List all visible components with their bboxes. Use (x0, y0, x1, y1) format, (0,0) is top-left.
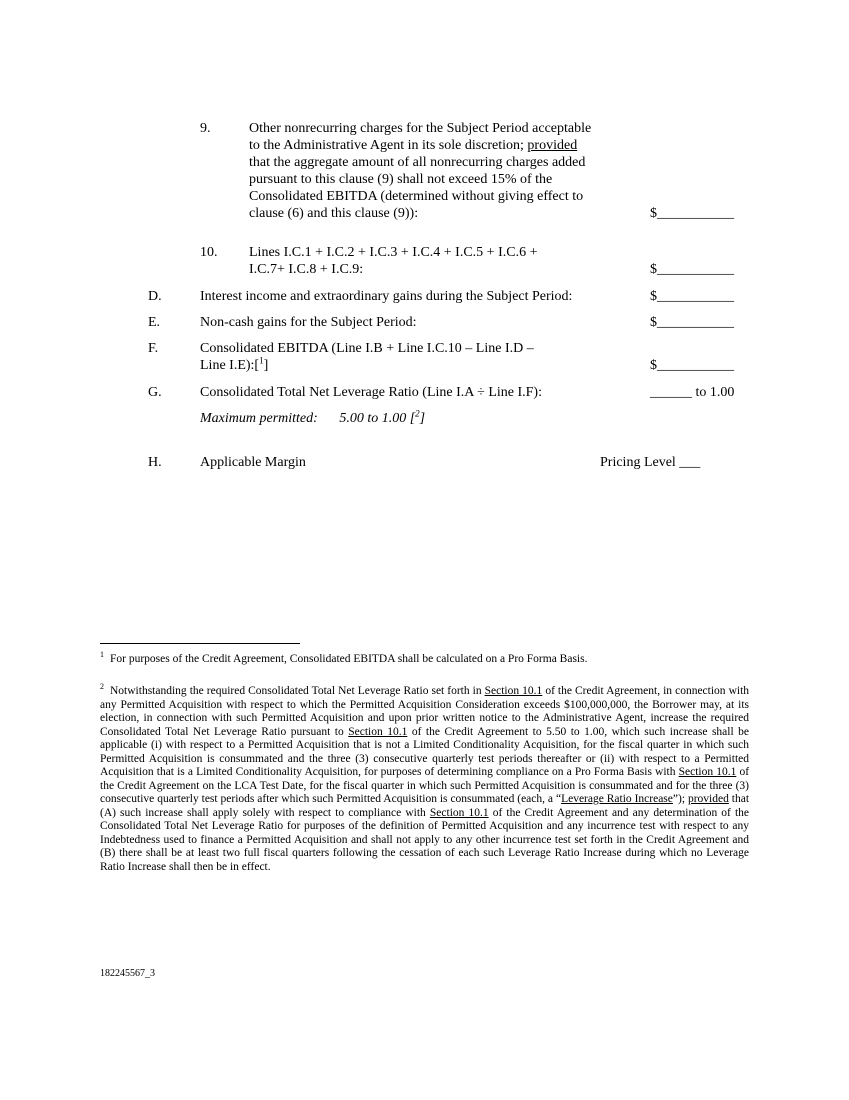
item-g-text: Consolidated Total Net Leverage Ratio (Line I.A ÷ Line I.F): (200, 385, 542, 400)
item-h-letter: H. (148, 455, 162, 470)
item-d-amount-blank: $___________ (650, 289, 734, 304)
item-d-text: Interest income and extraordinary gains during the Subject Period: (200, 289, 573, 304)
maximum-permitted (200, 410, 425, 427)
item-9-text (249, 120, 639, 222)
document-id: 182245567_3 (100, 968, 155, 979)
item-9-amount-blank: $___________ (650, 206, 734, 221)
item-9-line: Consolidated EBITDA (determined without giving effect to (249, 189, 584, 204)
item-10-number: 10. (200, 245, 218, 260)
item-9-line: that the aggregate amount of all nonrecurring charges added (249, 155, 586, 170)
section-ref: Section 10.1 (429, 806, 489, 819)
pricing-level: Pricing Level ___ (600, 455, 701, 470)
item-e-amount-blank: $___________ (650, 315, 734, 330)
item-e-text: Non-cash gains for the Subject Period: (200, 315, 417, 330)
item-9-line: pursuant to this clause (9) shall not exceed 15% of the (249, 172, 553, 187)
footnote-ref-1: 1 (259, 355, 264, 366)
provided-term: provided (687, 793, 729, 805)
footnote-ref-2: 2 (415, 408, 420, 419)
item-9-line: to the Administrative Agent in its sole discretion; provided (249, 138, 578, 153)
footnote-separator (100, 643, 300, 644)
item-10-amount-blank: $___________ (650, 262, 734, 277)
item-f-amount-blank: $___________ (650, 358, 734, 373)
footnote-2-number: 2 (100, 682, 104, 692)
item-10-line: I.C.7+ I.C.8 + I.C.9: (249, 262, 364, 277)
footnote-2: $^2$ Notwithstanding the required Consolidated Total Net Leverage Ratio set forth in Section 10.1 of the Credit Agreement, in connection with any Permitted Acquisition with respect to which the Permitted Acquisition Consideration exceeds $100,000,000, the Borrower may, at its election, in connection with such Permitted Acquisition and upon prior written notice to the Administrative Agent, increase the required Consolidated Total Net Leverage Ratio pursuant to Section 10.1 of the Credit Agreement to 5.50 to 1.00, which such increase shall be applicable (i) with respect to a Permitted Acquisition that is not a Limited Conditionality Acquisition, for the fiscal quarter in which such Permitted Acquisition is consummated and the three (3) consecutive quarterly test periods thereafter or (ii) with respect to a Permitted Acquisition that is a Limited Conditionality Acquisition, for purposes of determining compliance on a Pro Forma Basis with Section 10.1 of the Credit Agreement on the LCA Test Date, for the fiscal quarter in which such Permitted Acquisition is consummated and for the three (3) consecutive quarterly test periods after which such Permitted Acquisition is consummated (each, a “Leverage Ratio Increase”); provided that (A) such increase shall apply solely with respect to compliance with Section 10.1 of the Credit Agreement and any determination of the Consolidated Total Net Leverage Ratio for purposes of the definition of Permitted Acquisition and any incurrence test with respect to any Indebtedness used to finance a Permitted Acquisition and shall not apply to any other incurrence test set forth in the Credit Agreement and (B) there shall be at least two full fiscal quarters following the cessation of each such Leverage Ratio Increase during which no Leverage Ratio Increase shall then be in effect. (100, 682, 750, 873)
item-g-ratio-blank: ______ to 1.00 (650, 385, 735, 400)
item-10-line: Lines I.C.1 + I.C.2 + I.C.3 + I.C.4 + I.C.5 + I.C.6 + (249, 245, 538, 260)
maximum-permitted-label: Maximum permitted: (200, 411, 318, 426)
item-9-line: clause (6) and this clause (9)): (249, 206, 419, 221)
item-f-line: Line I.E):[$^1$] (200, 355, 269, 373)
item-d-letter: D. (148, 289, 162, 304)
section-ref: Section 10.1 (484, 685, 543, 697)
defined-term: Leverage Ratio Increase (561, 793, 673, 805)
item-10-text (249, 244, 639, 278)
item-f-line: Consolidated EBITDA (Line I.B + Line I.C.10 – Line I.D – (200, 341, 534, 356)
item-g-letter: G. (148, 385, 162, 400)
item-9-line: Other nonrecurring charges for the Subject Period acceptable (249, 121, 592, 136)
item-h-text: Applicable Margin (200, 455, 306, 470)
item-9-number: 9. (200, 121, 211, 136)
footnote-1 (100, 650, 749, 667)
item-f-letter: F. (148, 341, 159, 356)
footnote-1-number: 1 (100, 650, 104, 660)
footnote-1-text: For purposes of the Credit Agreement, Consolidated EBITDA shall be calculated on a Pro Forma Basis. (110, 653, 588, 665)
provided-term: provided (527, 138, 578, 153)
section-ref: Section 10.1 (348, 725, 408, 738)
section-ref: Section 10.1 (678, 766, 737, 778)
maximum-permitted-value: 5.00 to 1.00 [$^2$] (339, 408, 426, 426)
item-f-text (200, 340, 620, 374)
item-e-letter: E. (148, 315, 161, 330)
